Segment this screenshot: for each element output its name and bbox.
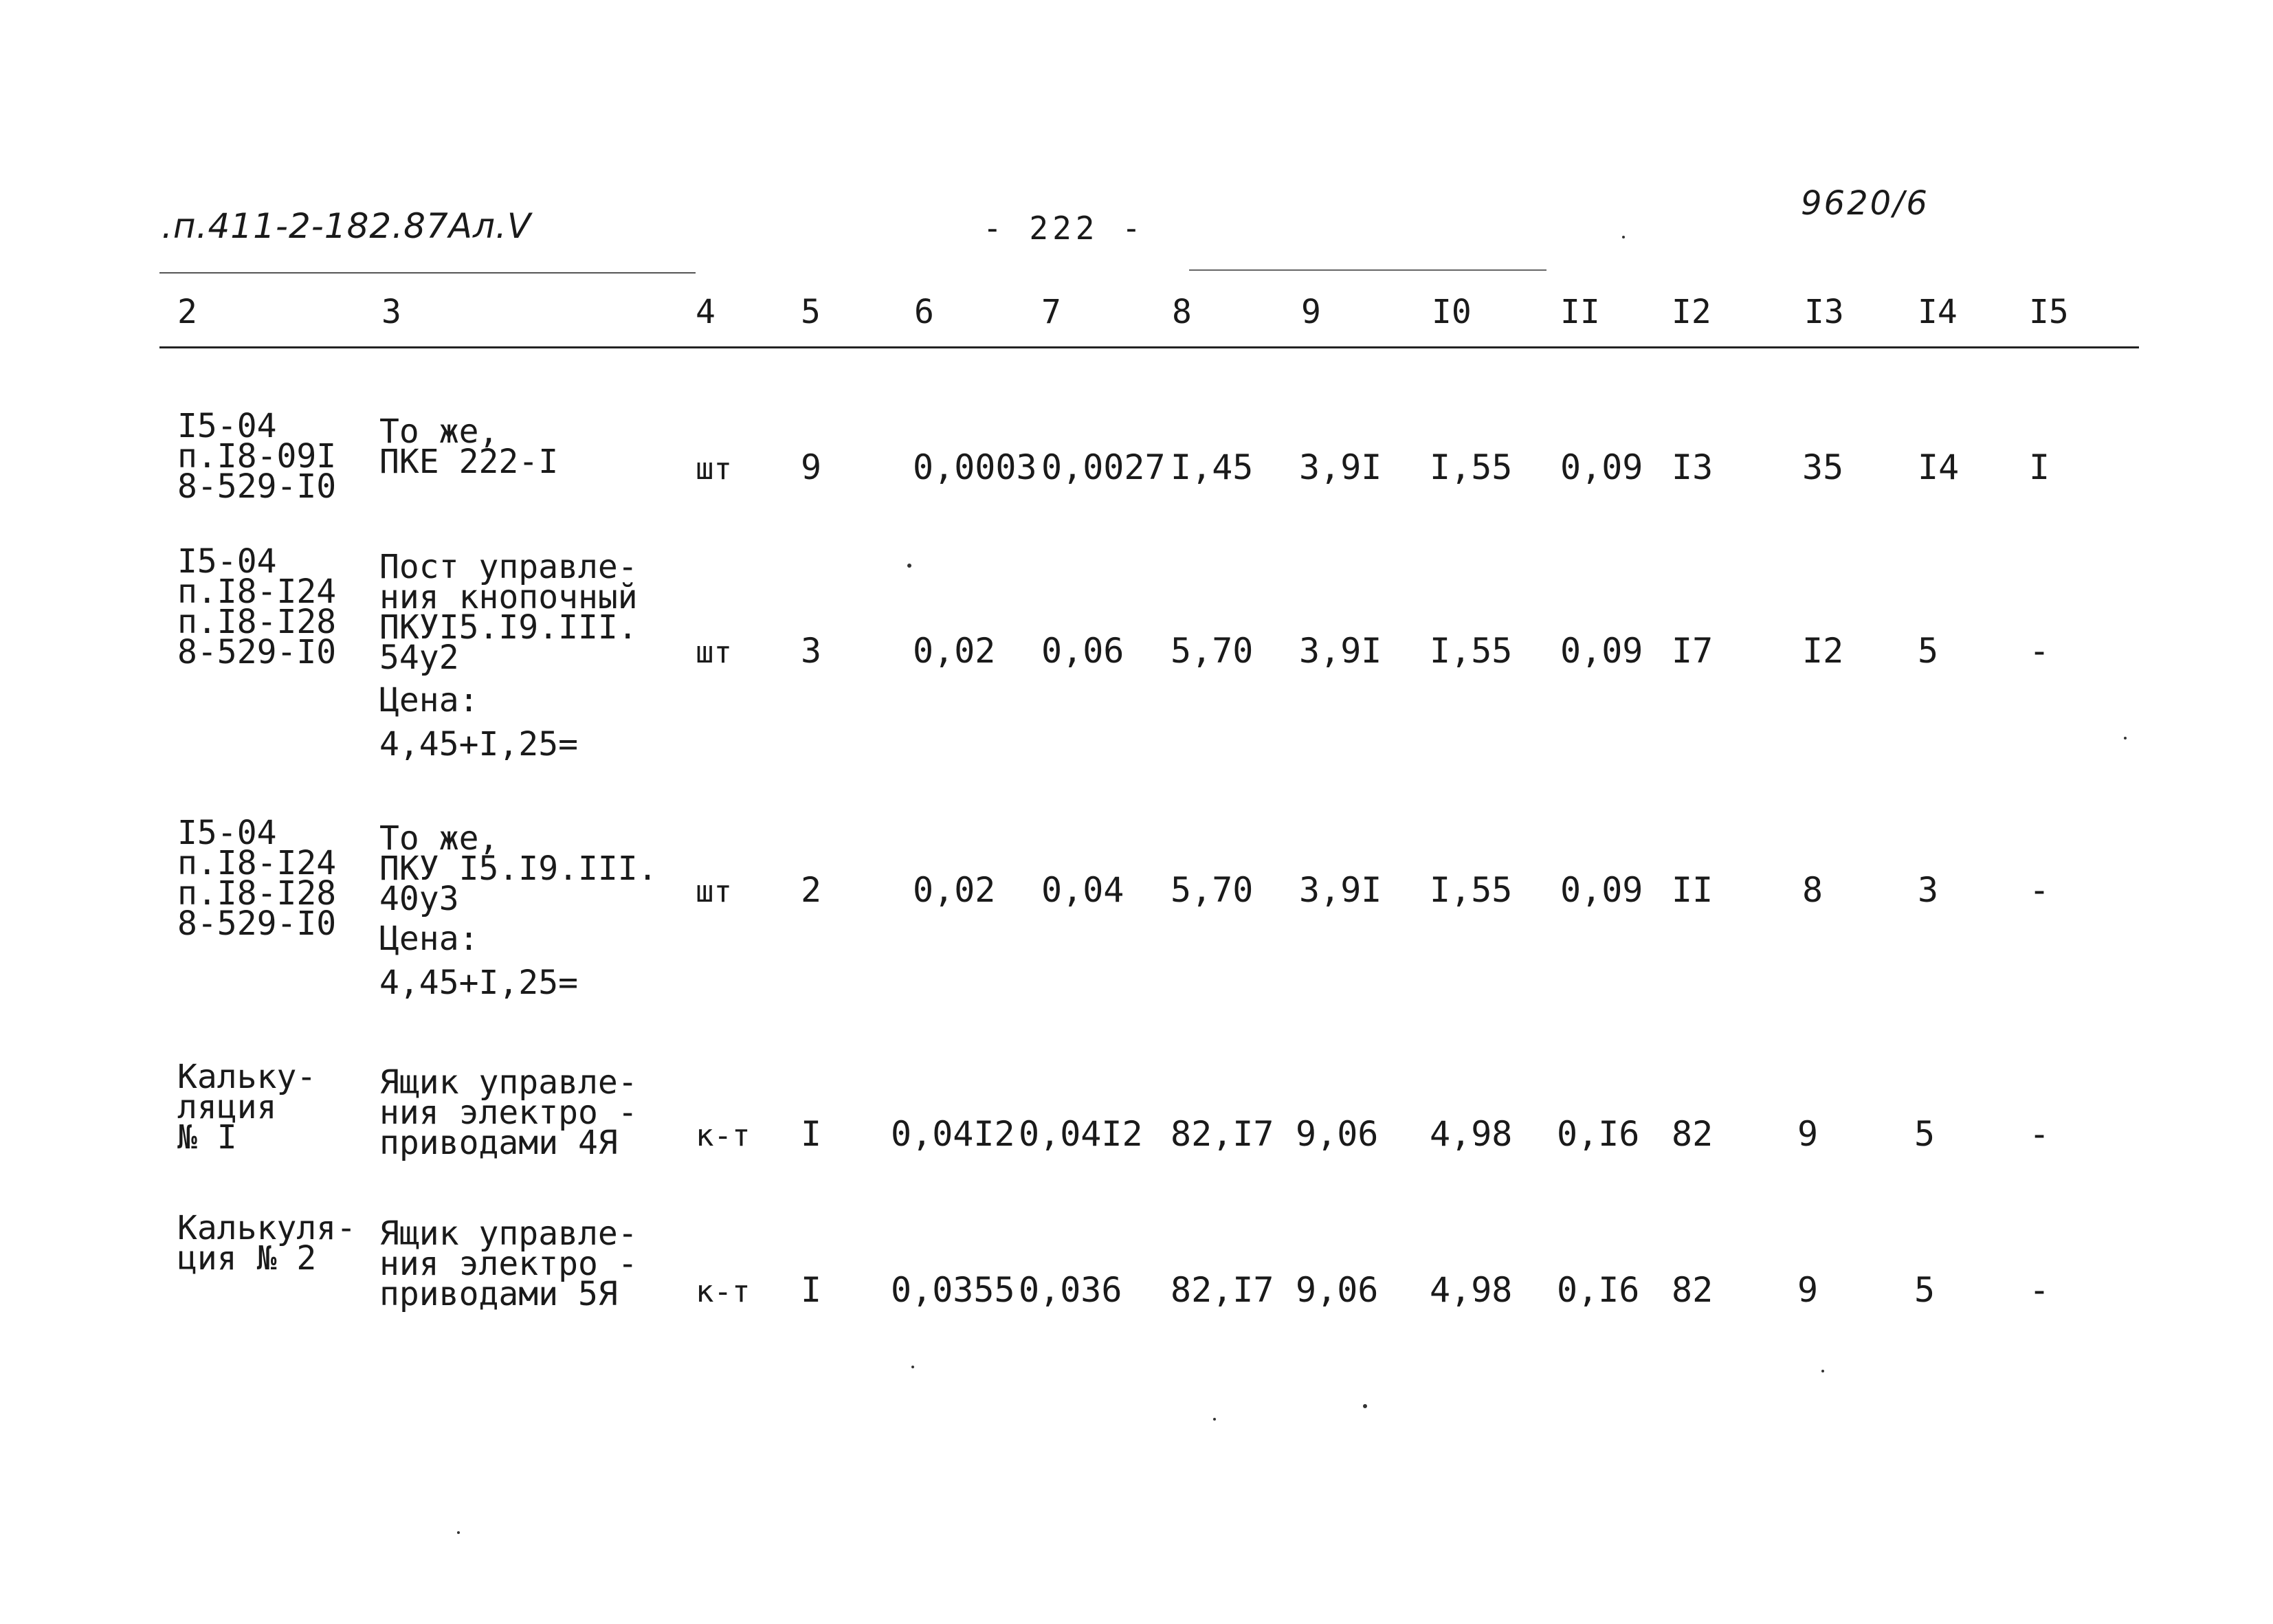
unit-cell: шт xyxy=(696,452,732,487)
value-cell-col8: 82,I7 xyxy=(1171,1270,1274,1310)
item-description-line: То же, xyxy=(379,819,499,858)
value-cell-col11: 0,09 xyxy=(1560,447,1643,487)
value-cell-col15: I xyxy=(2029,447,2050,487)
item-description-line: ПКЕ 222-I xyxy=(379,443,559,482)
value-cell-col13: I2 xyxy=(1802,631,1844,671)
value-cell-col9: 3,9I xyxy=(1299,447,1382,487)
item-code-line: Калькуля- xyxy=(177,1209,357,1247)
value-cell-col13: 9 xyxy=(1797,1114,1819,1154)
column-header: 3 xyxy=(381,293,401,331)
value-cell-col12: I3 xyxy=(1672,447,1714,487)
speck xyxy=(911,1366,914,1368)
quantity-cell: 2 xyxy=(801,870,822,910)
item-code-line: I5-04 xyxy=(177,542,277,581)
column-header: 7 xyxy=(1041,293,1061,331)
item-code-line: п.I8-I24 xyxy=(177,572,337,612)
value-cell-col12: I7 xyxy=(1672,631,1714,671)
quantity-cell: I xyxy=(801,1270,822,1310)
value-cell-col7: 0,06 xyxy=(1041,631,1124,671)
item-code-line: № I xyxy=(177,1118,237,1157)
item-code-line: 8-529-I0 xyxy=(177,904,337,944)
speck xyxy=(457,1531,460,1534)
value-cell-col15: - xyxy=(2029,870,2050,910)
value-cell-col14: 5 xyxy=(1918,631,1939,671)
item-description-line: ПКУ I5.I9.III. xyxy=(379,849,658,889)
value-cell-col10: I,55 xyxy=(1430,447,1513,487)
value-cell-col12: 82 xyxy=(1672,1270,1714,1310)
item-code-line: ция № 2 xyxy=(177,1239,317,1278)
value-cell-col10: 4,98 xyxy=(1430,1270,1513,1310)
speck xyxy=(1363,1404,1367,1408)
value-cell-col11: 0,09 xyxy=(1560,631,1643,671)
value-cell-col13: 35 xyxy=(1802,447,1844,487)
top-rule-right xyxy=(1189,269,1546,271)
value-cell-col15: - xyxy=(2029,1114,2050,1154)
value-cell-col6: 0,02 xyxy=(913,631,996,671)
page-number: - 222 - xyxy=(983,210,1145,247)
value-cell-col8: 82,I7 xyxy=(1171,1114,1274,1154)
value-cell-col14: 3 xyxy=(1918,870,1939,910)
item-code xyxy=(177,407,337,507)
unit-cell: шт xyxy=(696,874,732,909)
value-cell-col14: 5 xyxy=(1914,1270,1936,1310)
document-reference: .п.411-2-182.87Ал.V xyxy=(162,206,532,246)
item-code-line: ляция xyxy=(177,1088,277,1127)
value-cell-col8: I,45 xyxy=(1171,447,1254,487)
item-description xyxy=(379,1063,638,1163)
item-code-line: Кальку- xyxy=(177,1058,317,1096)
item-code xyxy=(177,814,337,944)
value-cell-col14: I4 xyxy=(1918,447,1960,487)
item-code xyxy=(177,1209,357,1278)
column-header: 8 xyxy=(1172,293,1192,331)
quantity-cell: 3 xyxy=(801,631,822,671)
value-cell-col6: 0,0003 xyxy=(913,447,1037,487)
value-cell-col8: 5,70 xyxy=(1171,631,1254,671)
value-cell-col7: 0,036 xyxy=(1019,1270,1122,1310)
item-description xyxy=(379,548,638,678)
value-cell-col7: 0,04I2 xyxy=(1019,1114,1143,1154)
value-cell-col11: 0,I6 xyxy=(1557,1270,1640,1310)
column-header: 5 xyxy=(801,293,821,331)
item-description-line: ния электро - xyxy=(379,1245,638,1284)
value-cell-col10: I,55 xyxy=(1430,870,1513,910)
item-code xyxy=(177,542,337,672)
unit-cell: к-т xyxy=(696,1274,751,1309)
value-cell-col6: 0,0355 xyxy=(891,1270,1015,1310)
item-code-line: 8-529-I0 xyxy=(177,633,337,672)
value-cell-col12: 82 xyxy=(1672,1114,1714,1154)
item-description-line: Ящик управле- xyxy=(379,1214,638,1253)
value-cell-col11: 0,09 xyxy=(1560,870,1643,910)
quantity-cell: I xyxy=(801,1114,822,1154)
column-header: I2 xyxy=(1672,293,1711,331)
value-cell-col9: 9,06 xyxy=(1296,1270,1379,1310)
value-cell-col8: 5,70 xyxy=(1171,870,1254,910)
item-description-line: Пост управле- xyxy=(379,548,638,586)
item-description xyxy=(379,819,658,919)
value-cell-col10: 4,98 xyxy=(1430,1114,1513,1154)
value-cell-col9: 9,06 xyxy=(1296,1114,1379,1154)
value-cell-col12: II xyxy=(1672,870,1714,910)
item-code-line: I5-04 xyxy=(177,407,277,445)
item-description-line: приводами 4Я xyxy=(379,1124,618,1163)
value-cell-col15: - xyxy=(2029,631,2050,671)
value-cell-col7: 0,04 xyxy=(1041,870,1124,910)
column-header: I5 xyxy=(2029,293,2069,331)
speck xyxy=(2124,737,2127,739)
item-description-line: Ящик управле- xyxy=(379,1063,638,1102)
value-cell-col15: - xyxy=(2029,1270,2050,1310)
item-code-line: I5-04 xyxy=(177,814,277,852)
price-label: Цена: xyxy=(379,920,479,958)
value-cell-col6: 0,04I2 xyxy=(891,1114,1015,1154)
item-description-line: ния кнопочный xyxy=(379,578,638,617)
column-header: 4 xyxy=(696,293,716,331)
item-code-line: п.I8-I28 xyxy=(177,874,337,913)
speck xyxy=(1821,1370,1824,1372)
column-header: 6 xyxy=(914,293,934,331)
unit-cell: к-т xyxy=(696,1118,751,1153)
price-formula: 4,45+I,25= xyxy=(379,725,578,764)
item-description xyxy=(379,412,559,482)
value-cell-col9: 3,9I xyxy=(1299,631,1382,671)
value-cell-col6: 0,02 xyxy=(913,870,996,910)
value-cell-col11: 0,I6 xyxy=(1557,1114,1640,1154)
value-cell-col10: I,55 xyxy=(1430,631,1513,671)
item-description-line: 54у2 xyxy=(379,638,459,678)
unit-cell: шт xyxy=(696,635,732,670)
value-cell-col13: 9 xyxy=(1797,1270,1819,1310)
item-description-line: ПКУI5.I9.III. xyxy=(379,608,638,647)
archive-number: 9620/6 xyxy=(1801,184,1929,223)
column-header: I3 xyxy=(1804,293,1844,331)
column-header: I0 xyxy=(1432,293,1472,331)
value-cell-col14: 5 xyxy=(1914,1114,1936,1154)
price-formula: 4,45+I,25= xyxy=(379,964,578,1002)
top-rule-left xyxy=(159,272,696,274)
value-cell-col9: 3,9I xyxy=(1299,870,1382,910)
column-header: 9 xyxy=(1301,293,1321,331)
header-rule xyxy=(159,346,2139,348)
item-code-line: п.I8-I24 xyxy=(177,844,337,883)
item-description xyxy=(379,1214,638,1314)
speck xyxy=(907,564,911,568)
item-code xyxy=(177,1058,317,1157)
item-code-line: 8-529-I0 xyxy=(177,467,337,507)
item-description-line: ния электро - xyxy=(379,1093,638,1133)
quantity-cell: 9 xyxy=(801,447,822,487)
column-header: 2 xyxy=(177,293,197,331)
speck xyxy=(1213,1418,1216,1421)
value-cell-col13: 8 xyxy=(1802,870,1823,910)
item-code-line: п.I8-09I xyxy=(177,437,337,476)
item-description-line: приводами 5Я xyxy=(379,1275,618,1314)
column-header: I4 xyxy=(1918,293,1958,331)
item-description-line: 40у3 xyxy=(379,880,459,919)
price-label: Цена: xyxy=(379,681,479,720)
speck xyxy=(1622,236,1625,238)
value-cell-col7: 0,0027 xyxy=(1041,447,1166,487)
item-description-line: То же, xyxy=(379,412,499,451)
item-code-line: п.I8-I28 xyxy=(177,603,337,642)
column-header: II xyxy=(1560,293,1600,331)
